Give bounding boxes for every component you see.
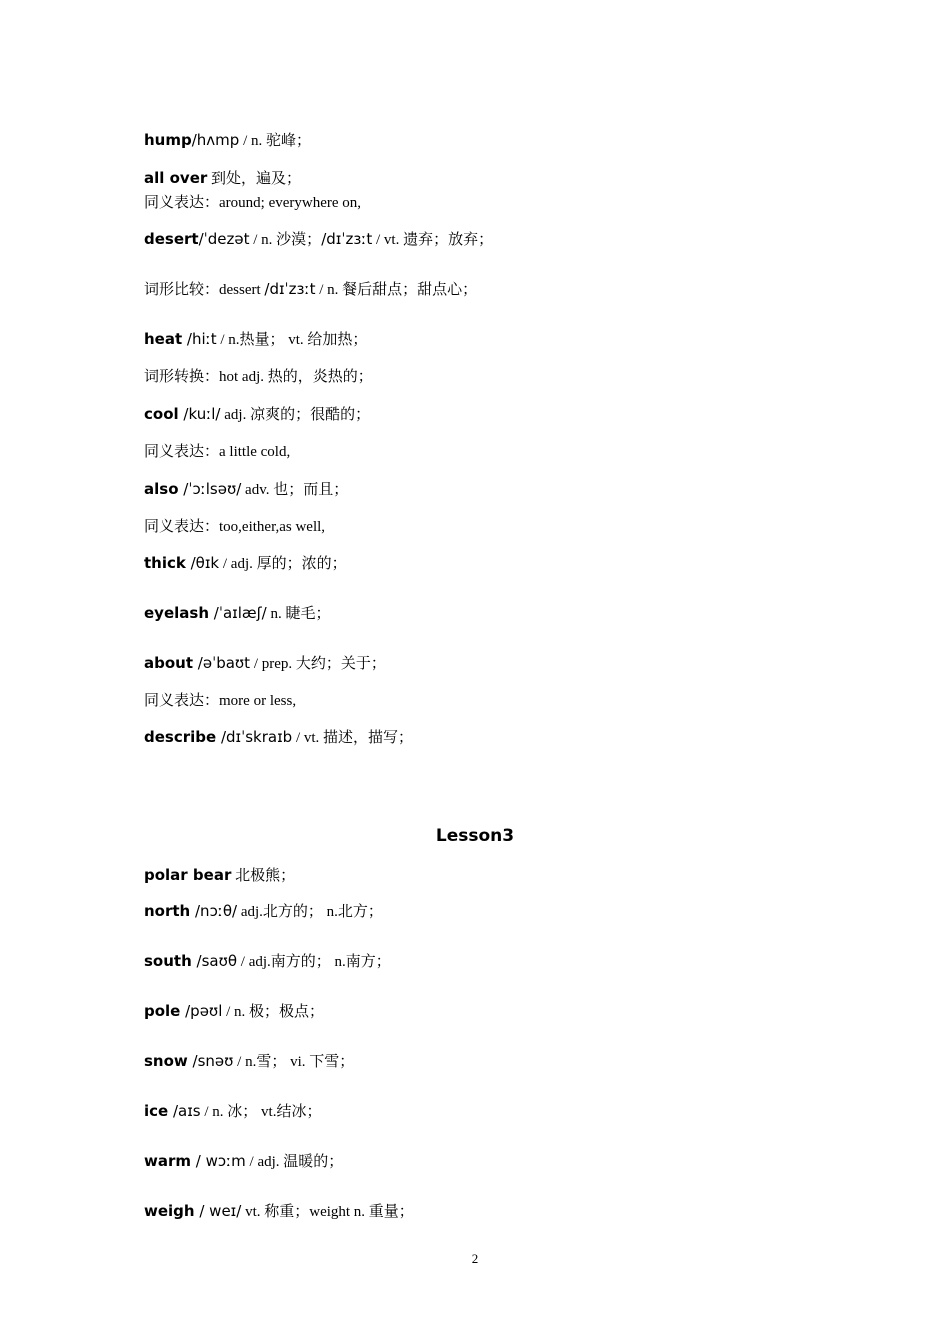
vocab-entry-north bbox=[144, 901, 383, 922]
phonetic: /əˈbaʊt bbox=[193, 654, 251, 672]
phonetic: /dɪˈskraɪb bbox=[216, 728, 293, 746]
vocab-entry-weigh bbox=[144, 1201, 414, 1222]
vocab-entry-about bbox=[144, 653, 386, 674]
synonym-text: 同义表达：around; everywhere on, bbox=[144, 195, 362, 211]
vocab-entry-thick bbox=[144, 553, 347, 574]
phonetic: /dɪˈzɜːt bbox=[264, 280, 316, 298]
vocab-entry-polar-bear bbox=[144, 865, 295, 886]
definition: 北极熊； bbox=[231, 868, 296, 884]
definition: / vt. 描述，描写； bbox=[292, 730, 414, 746]
definition: / n. 餐后甜点；甜点心； bbox=[315, 282, 478, 298]
definition: / adj.南方的； n.南方； bbox=[237, 954, 391, 970]
definition-verb: / vt. 遗弃；放弃； bbox=[372, 232, 494, 248]
phonetic: /ˈɔːlsəʊ/ bbox=[178, 480, 242, 498]
phonetic: /ˈaɪlæʃ/ bbox=[209, 604, 267, 622]
conversion-text: 词形转换：hot adj. 热的，炎热的； bbox=[144, 369, 373, 385]
vocab-word: eyelash bbox=[144, 604, 209, 622]
vocab-word: snow bbox=[144, 1052, 188, 1070]
vocab-entry-snow bbox=[144, 1051, 354, 1072]
synonym-note bbox=[144, 193, 361, 213]
phonetic: / wɔːm bbox=[191, 1152, 246, 1170]
phonetic: /aɪs bbox=[168, 1102, 201, 1120]
definition: adv. 也；而且； bbox=[241, 482, 349, 498]
word-comparison-note bbox=[144, 279, 477, 300]
vocab-word: desert bbox=[144, 230, 199, 248]
definition: / adj. 温暖的； bbox=[245, 1154, 344, 1170]
phonetic: /pəʊl bbox=[180, 1002, 223, 1020]
synonym-text: 同义表达：more or less, bbox=[144, 693, 297, 709]
synonym-text: 同义表达：too,either,as well, bbox=[144, 519, 326, 535]
vocab-word: hump bbox=[144, 131, 192, 149]
definition: / n. 极；极点； bbox=[222, 1004, 325, 1020]
definition: / n. 沙漠； bbox=[249, 232, 322, 248]
word-conversion-note bbox=[144, 367, 373, 387]
vocab-word: ice bbox=[144, 1102, 169, 1120]
synonym-text: 同义表达：a little cold, bbox=[144, 444, 291, 460]
vocab-word: weigh bbox=[144, 1202, 195, 1220]
page-number: 2 bbox=[471, 1251, 479, 1266]
vocab-word: polar bear bbox=[144, 866, 232, 884]
vocab-entry-pole bbox=[144, 1001, 324, 1022]
vocab-word: south bbox=[144, 952, 192, 970]
vocab-word: describe bbox=[144, 728, 217, 746]
definition: / n. 冰； vt.结冰； bbox=[200, 1104, 322, 1120]
phonetic: /θɪk bbox=[185, 554, 220, 572]
vocab-word: warm bbox=[144, 1152, 192, 1170]
vocab-entry-cool bbox=[144, 404, 370, 425]
vocab-entry-south bbox=[144, 951, 391, 972]
definition: / n.热量； vt. 给加热； bbox=[216, 332, 368, 348]
comparison-prefix: 词形比较：dessert bbox=[144, 282, 265, 298]
phonetic-verb: /dɪˈzɜːt bbox=[321, 230, 373, 248]
definition: adj.北方的； n.北方； bbox=[237, 904, 383, 920]
vocab-entry-ice bbox=[144, 1101, 321, 1122]
vocab-word: about bbox=[144, 654, 194, 672]
vocab-entry-all-over bbox=[144, 168, 301, 189]
vocab-entry-warm bbox=[144, 1151, 343, 1172]
vocab-word: heat bbox=[144, 330, 183, 348]
vocab-entry-hump bbox=[144, 130, 311, 151]
definition: 到处，遍及； bbox=[207, 171, 302, 187]
definition: / prep. 大约；关于； bbox=[250, 656, 386, 672]
vocab-entry-describe bbox=[144, 727, 413, 748]
synonym-note bbox=[144, 517, 325, 537]
phonetic: / weɪ/ bbox=[194, 1202, 242, 1220]
definition: adj. 凉爽的；很酷的； bbox=[220, 407, 371, 423]
vocab-entry-also bbox=[144, 479, 348, 500]
definition: / n. 驼峰； bbox=[239, 133, 311, 149]
phonetic: /ˈdezət bbox=[198, 230, 250, 248]
vocab-entry-eyelash bbox=[144, 603, 330, 624]
definition: / adj. 厚的；浓的； bbox=[219, 556, 347, 572]
definition: / n.雪； vi. 下雪； bbox=[233, 1054, 355, 1070]
vocab-word: all over bbox=[144, 169, 208, 187]
synonym-note bbox=[144, 691, 296, 711]
lesson-heading: Lesson3 bbox=[435, 826, 515, 846]
vocab-entry-desert bbox=[144, 229, 493, 250]
vocab-word: north bbox=[144, 902, 191, 920]
definition: vt. 称重；weight n. 重量； bbox=[241, 1204, 414, 1220]
vocab-word: thick bbox=[144, 554, 186, 572]
vocab-entry-heat bbox=[144, 329, 367, 350]
phonetic: /saʊθ bbox=[191, 952, 238, 970]
vocab-word: also bbox=[144, 480, 179, 498]
phonetic: /hiːt bbox=[182, 330, 217, 348]
vocab-word: cool bbox=[144, 405, 179, 423]
phonetic: /hʌmp bbox=[191, 131, 240, 149]
phonetic: /kuːl/ bbox=[178, 405, 221, 423]
vocab-word: pole bbox=[144, 1002, 181, 1020]
phonetic: /nɔːθ/ bbox=[190, 902, 238, 920]
synonym-note bbox=[144, 442, 290, 462]
definition: n. 睫毛； bbox=[266, 606, 331, 622]
phonetic: /snəʊ bbox=[187, 1052, 234, 1070]
